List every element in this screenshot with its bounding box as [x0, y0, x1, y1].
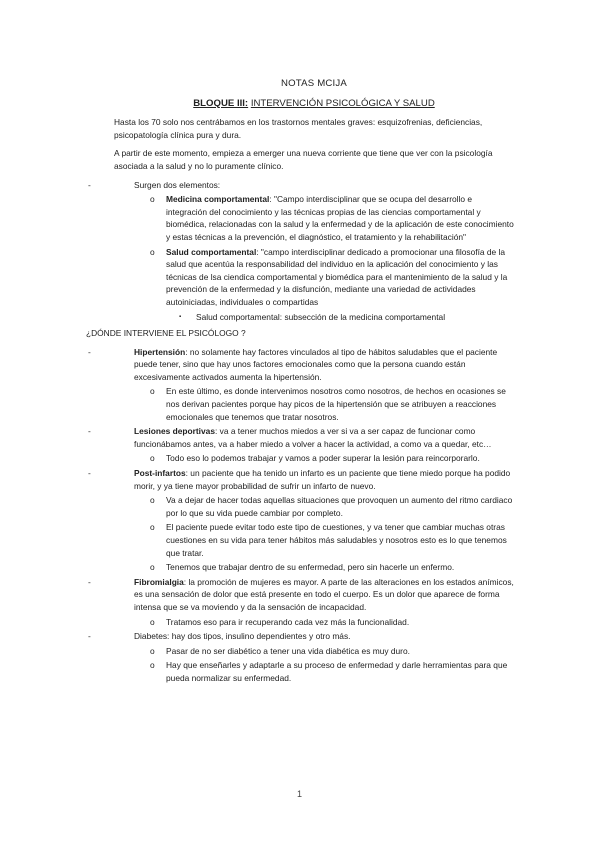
- infartos-sub-text-2: El paciente puede evitar todo este tipo de cuestiones, y va tener que cambiar muchas otras cuestiones en su vida para tener hábitos más saludables y nosotros esto es lo que tenemos que tratar.: [166, 522, 507, 558]
- dash-marker: -: [88, 426, 91, 437]
- dash-marker: -: [88, 576, 91, 587]
- list-item-lesiones: [88, 425, 514, 450]
- list-item-hipertension: [88, 346, 514, 384]
- document-body: [86, 78, 514, 687]
- lesiones-text: : va a tener muchos miedos a ver si va a ser capaz de funcionar como funcionábamos antes, va a haber miedo a volver a hacer la actividad, a como va a quedar, etc…: [134, 426, 492, 449]
- circle-marker: o: [150, 522, 155, 533]
- hipertension-text: : no solamente hay factores vinculados al tipo de hábitos saludables que el paciente puede tener, sino que hay unos factores emocionales como que la persona cuando están excesivamente activados aumenta la hipertensión.: [134, 346, 498, 382]
- section-question: ¿DÓNDE INTERVIENE EL PSICÓLOGO ?: [86, 328, 246, 339]
- dash-marker: -: [88, 631, 91, 642]
- salud-definition: : "campo interdisciplinar dedicado a promocionar una filosofía de la salud que acentúa la responsabilidad del individuo en la aplicación del conocimiento y las técnicas de lsa ciendica comportamental y biomédica para el mantenimiento de la salud y la prevención de la enfermedad y la disfunción, mediante una variedad de actividades autoiniciadas, individuales o compartidas: [166, 246, 508, 307]
- list-item-hipertension-sub: [114, 385, 514, 423]
- circle-marker: o: [150, 386, 155, 397]
- list-item-infartos-sub-2: [114, 521, 514, 559]
- list-item-fibromialgia: [88, 576, 514, 614]
- square-marker: ▪: [179, 313, 182, 320]
- dash-marker: -: [88, 346, 91, 357]
- circle-marker: o: [150, 194, 155, 205]
- list-item-salud-sub: [114, 311, 514, 324]
- list-item-medicina: [114, 193, 514, 243]
- notes-title: NOTAS MCIJA: [281, 78, 347, 89]
- infartos-sub-text-3: Tenemos que trabajar dentro de su enfermedad, pero sin hacerle un enfermo.: [166, 562, 455, 573]
- block-title-text: INTERVENCIÓN PSICOLÓGICA Y SALUD: [250, 97, 435, 109]
- lesiones-sub-text: Todo eso lo podemos trabajar y vamos a poder superar la lesión para reincorporarlo.: [166, 453, 480, 464]
- elements-lead: Surgen dos elementos:: [134, 179, 221, 190]
- list-item-diabetes-sub-1: [114, 645, 514, 658]
- circle-marker: o: [150, 453, 155, 464]
- diabetes-sub-text-2: Hay que enseñarles y adaptarle a su proceso de enfermedad y darle herramientas para que pueda normalizar su enfermedad.: [166, 660, 508, 683]
- diabetes-sub-text-1: Pasar de no ser diabético a tener una vida diabética es muy duro.: [166, 645, 410, 656]
- lesiones-term: Lesiones deportivas: [134, 426, 215, 437]
- list-item-infartos: [88, 467, 514, 492]
- list-item-diabetes: [88, 630, 514, 643]
- circle-marker: o: [150, 246, 155, 257]
- list-item-infartos-sub-1: [114, 494, 514, 519]
- list-item-diabetes-sub-2: [114, 659, 514, 684]
- dash-marker: -: [88, 468, 91, 479]
- fibromialgia-term: Fibromialgia: [134, 576, 184, 587]
- circle-marker: o: [150, 562, 155, 573]
- salud-term: Salud comportamental: [166, 246, 257, 257]
- hipertension-term: Hipertensión: [134, 346, 186, 357]
- block-label: BLOQUE III:: [193, 97, 249, 109]
- infartos-text: : un paciente que ha tenido un infarto es un paciente que tiene miedo porque ha podido morir, y ya tiene mayor probabilidad de sufrir un infarto de nuevo.: [134, 468, 511, 491]
- fibromialgia-text: : la promoción de mujeres es mayor. A parte de las alteraciones en los estados anímicos, es una sensación de dolor que está presente en todo el cuerpo. Es un dolor que aparece de forma intensa que se va moviendo y da la sensación de incapacidad.: [134, 576, 514, 612]
- infartos-sub-text-1: Va a dejar de hacer todas aquellas situaciones que provoquen un aumento del ritmo cardiaco por lo que su vida puede cambiar por completo.: [166, 495, 513, 518]
- circle-marker: o: [150, 645, 155, 656]
- fibromialgia-sub-text: Tratamos eso para ir recuperando cada vez más la funcionalidad.: [166, 616, 410, 627]
- circle-marker: o: [150, 495, 155, 506]
- list-item-salud: [114, 246, 514, 309]
- circle-marker: o: [150, 660, 155, 671]
- intro-paragraph-2: A partir de este momento, empieza a emerger una nueva corriente que tiene que ver con la psicología asociada a la salud y no lo puramente clínico.: [114, 148, 493, 171]
- list-item-fibromialgia-sub: [114, 616, 514, 629]
- hipertension-sub-text: En este último, es donde intervenimos nosotros como nosotros, de hechos en ocasiones se nos derivan pacientes porque hay picos de la hipertensión que se atribuyen a reacciones emocionales que tenemos que tratar nosotros.: [166, 386, 506, 422]
- page-number: 1: [296, 789, 302, 799]
- circle-marker: o: [150, 616, 155, 627]
- medicina-term: Medicina comportamental: [166, 194, 270, 205]
- list-item-infartos-sub-3: [114, 561, 514, 574]
- list-item-elements: [88, 179, 514, 192]
- list-item-lesiones-sub: [114, 452, 514, 465]
- diabetes-text: Diabetes: hay dos tipos, insulino dependientes y otro más.: [134, 631, 351, 642]
- medicina-definition: : "Campo interdisciplinar que se ocupa del desarrollo e integración del conocimiento y las técnicas propias de las ciencias comportamental y biomédica, relacionadas con la salud y la enfermedad y de la aplicación de este conocimiento y estas técnicas a la prevención, el diagnóstico, el tratamiento y la rehabilitación": [166, 194, 514, 242]
- block-title: [114, 98, 514, 111]
- salud-subsection: Salud comportamental: subsección de la medicina comportamental: [196, 311, 446, 322]
- dash-marker: -: [88, 179, 91, 190]
- intro-paragraph-1: Hasta los 70 solo nos centrábamos en los trastornos mentales graves: esquizofrenias, deficiencias, psicopatología clínica pura y dura.: [114, 117, 483, 140]
- infartos-term: Post-infartos: [134, 468, 186, 479]
